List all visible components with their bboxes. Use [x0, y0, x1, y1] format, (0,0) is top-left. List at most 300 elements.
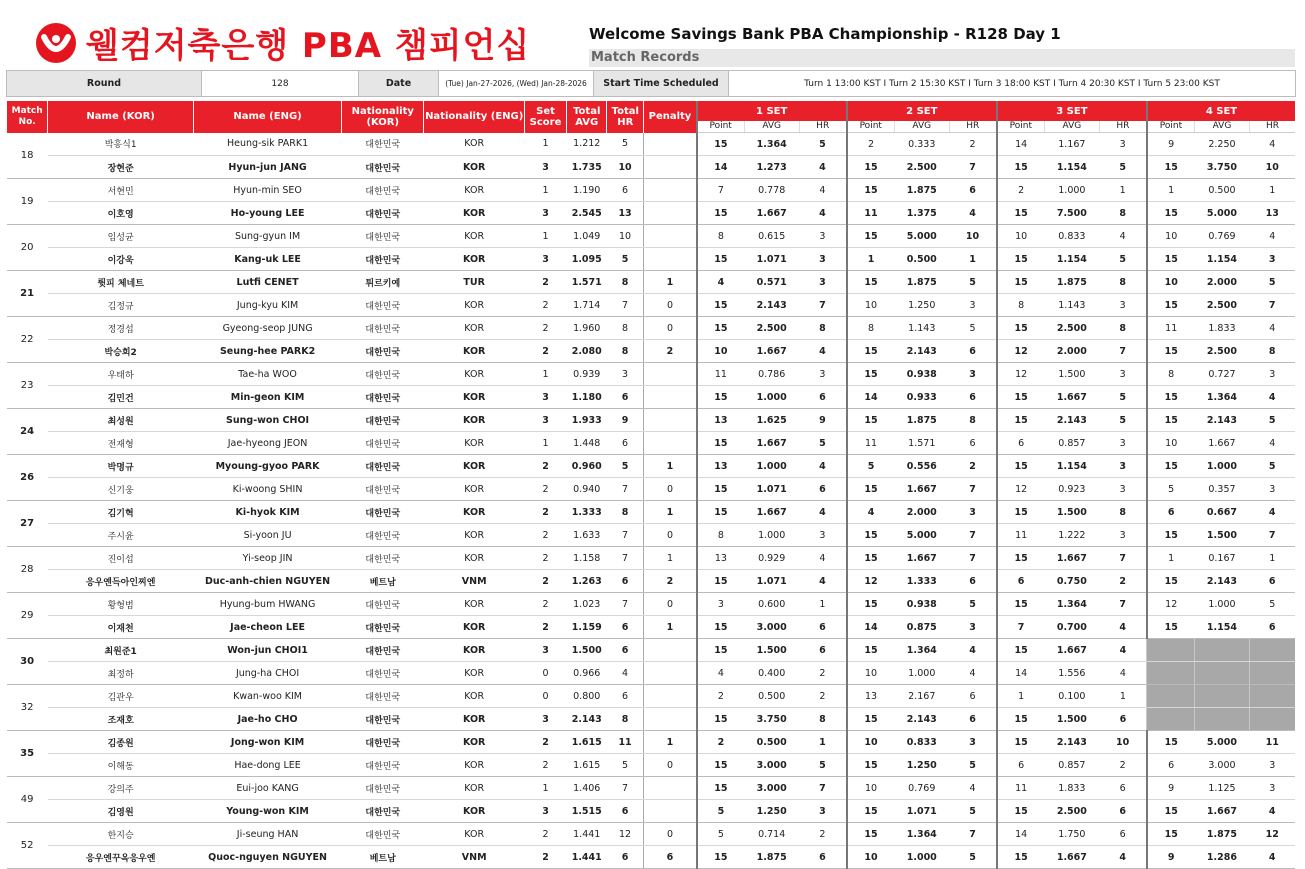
set2-avg: 1.143: [894, 317, 949, 340]
set3-hr: 2: [1099, 754, 1147, 777]
match-number: 19: [7, 179, 48, 225]
set2-hr: 6: [949, 386, 997, 409]
nationality-kor: 대한민국: [342, 432, 424, 455]
penalty: [644, 639, 697, 662]
set-score: 3: [524, 800, 566, 823]
player-row: [7, 432, 1296, 455]
total-avg: 1.212: [567, 133, 607, 156]
set3-avg: 2.500: [1044, 800, 1099, 823]
set4-not-played: [1194, 708, 1249, 731]
set4-not-played: [1249, 685, 1295, 708]
set3-avg: 1.667: [1044, 846, 1099, 869]
set3-hr: 8: [1099, 317, 1147, 340]
total-hr: 5: [607, 754, 644, 777]
player-name-eng: Sung-won CHOI: [194, 409, 342, 432]
set4-not-played: [1249, 708, 1295, 731]
set4-avg: 1.154: [1194, 248, 1249, 271]
nationality-kor: 대한민국: [342, 340, 424, 363]
player-name-eng: Ki-hyok KIM: [194, 501, 342, 524]
col-name-eng: Name (ENG): [194, 101, 342, 133]
subheader-avg-set4: AVG: [1194, 121, 1249, 133]
set3-avg: 1.500: [1044, 708, 1099, 731]
set4-point: 8: [1147, 363, 1195, 386]
total-avg: 1.500: [567, 639, 607, 662]
player-row: [7, 294, 1296, 317]
player-row: [7, 225, 1296, 248]
player-name-eng: Jong-won KIM: [194, 731, 342, 754]
set1-avg: 3.000: [744, 616, 799, 639]
set1-hr: 6: [799, 639, 847, 662]
set3-point: 6: [997, 570, 1045, 593]
player-name-kor: 최정하: [48, 662, 194, 685]
penalty: [644, 685, 697, 708]
set2-avg: 0.333: [894, 133, 949, 156]
set1-point: 2: [697, 685, 745, 708]
player-name-kor: 우태하: [48, 363, 194, 386]
set4-avg: 2.000: [1194, 271, 1249, 294]
nationality-eng: KOR: [424, 754, 524, 777]
nationality-eng: KOR: [424, 616, 524, 639]
set4-point: 12: [1147, 593, 1195, 616]
set1-avg: 0.600: [744, 593, 799, 616]
player-name-eng: Young-won KIM: [194, 800, 342, 823]
nationality-kor: 대한민국: [342, 409, 424, 432]
total-hr: 11: [607, 731, 644, 754]
set1-point: 14: [697, 156, 745, 179]
set2-hr: 6: [949, 340, 997, 363]
subheader-point-set4: Point: [1147, 121, 1195, 133]
player-name-eng: Sung-gyun IM: [194, 225, 342, 248]
nationality-kor: 대한민국: [342, 386, 424, 409]
set-score: 3: [524, 639, 566, 662]
nationality-eng: KOR: [424, 386, 524, 409]
set4-not-played: [1249, 662, 1295, 685]
set2-avg: 1.000: [894, 846, 949, 869]
set4-point: 15: [1147, 800, 1195, 823]
match-number: 23: [7, 363, 48, 409]
set4-hr: 4: [1249, 225, 1295, 248]
set2-avg: 5.000: [894, 524, 949, 547]
col-nationality-kor: Nationality (KOR): [342, 101, 424, 133]
set1-avg: 1.273: [744, 156, 799, 179]
set2-hr: 1: [949, 248, 997, 271]
set3-point: 12: [997, 478, 1045, 501]
set4-avg: 0.727: [1194, 363, 1249, 386]
nationality-eng: KOR: [424, 133, 524, 156]
subheader-avg-set3: AVG: [1044, 121, 1099, 133]
set1-point: 15: [697, 133, 745, 156]
player-row: [7, 202, 1296, 225]
set1-point: 13: [697, 547, 745, 570]
set2-point: 15: [847, 225, 895, 248]
player-name-kor: 응우옌득아인찌엔: [48, 570, 194, 593]
penalty: 0: [644, 524, 697, 547]
col-match-no: Match No.: [7, 101, 48, 133]
subheader-hr-set2: HR: [949, 121, 997, 133]
total-hr: 6: [607, 570, 644, 593]
player-name-eng: Duc-anh-chien NGUYEN: [194, 570, 342, 593]
set3-point: 15: [997, 455, 1045, 478]
match-number: 52: [7, 823, 48, 869]
page-header: [0, 0, 1305, 70]
subheader-hr-set3: HR: [1099, 121, 1147, 133]
penalty: 2: [644, 570, 697, 593]
set3-hr: 4: [1099, 225, 1147, 248]
set3-hr: 4: [1099, 846, 1147, 869]
set3-hr: 7: [1099, 547, 1147, 570]
match-number: 18: [7, 133, 48, 179]
nationality-kor: 대한민국: [342, 248, 424, 271]
player-row: [7, 685, 1296, 708]
player-row: [7, 386, 1296, 409]
nationality-kor: 대한민국: [342, 800, 424, 823]
set1-point: 13: [697, 455, 745, 478]
set4-hr: 13: [1249, 202, 1295, 225]
set1-avg: 0.714: [744, 823, 799, 846]
total-avg: 1.406: [567, 777, 607, 800]
penalty: 2: [644, 340, 697, 363]
set-score: 2: [524, 754, 566, 777]
set2-hr: 4: [949, 639, 997, 662]
total-hr: 6: [607, 685, 644, 708]
set2-hr: 7: [949, 156, 997, 179]
set1-hr: 3: [799, 248, 847, 271]
set4-point: 10: [1147, 271, 1195, 294]
set3-point: 7: [997, 616, 1045, 639]
player-name-eng: Jung-ha CHOI: [194, 662, 342, 685]
set2-point: 15: [847, 754, 895, 777]
set3-avg: 1.143: [1044, 294, 1099, 317]
set1-avg: 1.071: [744, 248, 799, 271]
set3-point: 15: [997, 156, 1045, 179]
player-row: [7, 662, 1296, 685]
col-set-score: Set Score: [524, 101, 566, 133]
nationality-eng: KOR: [424, 294, 524, 317]
col-nationality-eng: Nationality (ENG): [424, 101, 524, 133]
set2-avg: 5.000: [894, 225, 949, 248]
set-score: 2: [524, 501, 566, 524]
player-name-kor: 륏피 체네트: [48, 271, 194, 294]
set3-point: 15: [997, 248, 1045, 271]
player-row: [7, 478, 1296, 501]
set2-hr: 4: [949, 202, 997, 225]
set1-point: 5: [697, 800, 745, 823]
set1-avg: 1.364: [744, 133, 799, 156]
set2-avg: 1.875: [894, 409, 949, 432]
total-hr: 7: [607, 524, 644, 547]
start-time-value: Turn 1 13:00 KST I Turn 2 15:30 KST I Turn 3 18:00 KST I Turn 4 20:30 KST I Turn 5 23:00 KST: [729, 71, 1296, 97]
player-row: [7, 616, 1296, 639]
set4-point: 1: [1147, 179, 1195, 202]
player-name-kor: 신기웅: [48, 478, 194, 501]
set4-not-played: [1147, 639, 1195, 662]
set2-avg: 1.071: [894, 800, 949, 823]
penalty: 1: [644, 731, 697, 754]
set1-hr: 3: [799, 271, 847, 294]
player-name-kor: 이호영: [48, 202, 194, 225]
set1-point: 11: [697, 363, 745, 386]
set2-point: 5: [847, 455, 895, 478]
set1-point: 2: [697, 731, 745, 754]
set1-avg: 3.000: [744, 777, 799, 800]
total-avg: 1.615: [567, 754, 607, 777]
set1-point: 15: [697, 639, 745, 662]
player-row: [7, 501, 1296, 524]
penalty: [644, 225, 697, 248]
set3-hr: 4: [1099, 639, 1147, 662]
total-avg: 1.615: [567, 731, 607, 754]
set1-hr: 2: [799, 685, 847, 708]
total-avg: 1.441: [567, 823, 607, 846]
set1-avg: 0.500: [744, 685, 799, 708]
total-avg: 0.960: [567, 455, 607, 478]
set2-avg: 1.364: [894, 639, 949, 662]
set2-avg: 1.000: [894, 662, 949, 685]
nationality-kor: 대한민국: [342, 639, 424, 662]
set4-point: 11: [1147, 317, 1195, 340]
set3-hr: 5: [1099, 386, 1147, 409]
player-name-kor: 임성균: [48, 225, 194, 248]
nationality-eng: KOR: [424, 455, 524, 478]
set2-hr: 3: [949, 501, 997, 524]
set1-hr: 6: [799, 846, 847, 869]
set2-hr: 5: [949, 800, 997, 823]
total-avg: 1.714: [567, 294, 607, 317]
set3-avg: 1.667: [1044, 547, 1099, 570]
set3-avg: 1.167: [1044, 133, 1099, 156]
set4-avg: 5.000: [1194, 202, 1249, 225]
total-hr: 8: [607, 317, 644, 340]
set1-point: 15: [697, 294, 745, 317]
set4-point: 15: [1147, 524, 1195, 547]
player-name-kor: 김영원: [48, 800, 194, 823]
set2-avg: 1.375: [894, 202, 949, 225]
set1-point: 15: [697, 616, 745, 639]
nationality-kor: 대한민국: [342, 202, 424, 225]
set2-hr: 3: [949, 616, 997, 639]
set2-point: 10: [847, 731, 895, 754]
set4-avg: 1.154: [1194, 616, 1249, 639]
set4-avg: 1.875: [1194, 823, 1249, 846]
nationality-eng: KOR: [424, 409, 524, 432]
set4-hr: 3: [1249, 363, 1295, 386]
nationality-kor: 대한민국: [342, 455, 424, 478]
set3-hr: 3: [1099, 294, 1147, 317]
set3-avg: 0.857: [1044, 432, 1099, 455]
player-row: [7, 846, 1296, 869]
set3-avg: 1.000: [1044, 179, 1099, 202]
set3-point: 15: [997, 317, 1045, 340]
set4-point: 1: [1147, 547, 1195, 570]
penalty: [644, 202, 697, 225]
set2-hr: 5: [949, 271, 997, 294]
nationality-eng: TUR: [424, 271, 524, 294]
set-score: 2: [524, 294, 566, 317]
total-avg: 1.333: [567, 501, 607, 524]
set1-point: 15: [697, 248, 745, 271]
penalty: 0: [644, 294, 697, 317]
set3-avg: 1.833: [1044, 777, 1099, 800]
total-hr: 6: [607, 846, 644, 869]
set2-avg: 2.143: [894, 708, 949, 731]
set3-hr: 6: [1099, 800, 1147, 823]
set3-point: 2: [997, 179, 1045, 202]
set4-avg: 0.769: [1194, 225, 1249, 248]
set-score: 3: [524, 708, 566, 731]
set4-not-played: [1194, 639, 1249, 662]
total-hr: 8: [607, 340, 644, 363]
set3-avg: 2.143: [1044, 731, 1099, 754]
set1-avg: 1.250: [744, 800, 799, 823]
set3-hr: 3: [1099, 133, 1147, 156]
set1-hr: 3: [799, 225, 847, 248]
total-hr: 6: [607, 386, 644, 409]
total-hr: 3: [607, 363, 644, 386]
set4-avg: 1.667: [1194, 432, 1249, 455]
set4-hr: 6: [1249, 616, 1295, 639]
total-avg: 1.571: [567, 271, 607, 294]
set1-avg: 1.000: [744, 455, 799, 478]
match-number: 30: [7, 639, 48, 685]
set4-not-played: [1194, 685, 1249, 708]
penalty: 0: [644, 823, 697, 846]
set4-hr: 10: [1249, 156, 1295, 179]
col-set-1: 1 SET: [697, 101, 847, 121]
set1-hr: 4: [799, 455, 847, 478]
set2-point: 13: [847, 685, 895, 708]
penalty: [644, 662, 697, 685]
set1-avg: 0.929: [744, 547, 799, 570]
set4-not-played: [1249, 639, 1295, 662]
set3-point: 14: [997, 662, 1045, 685]
set2-hr: 6: [949, 432, 997, 455]
set4-avg: 0.167: [1194, 547, 1249, 570]
set4-point: 15: [1147, 156, 1195, 179]
set4-point: 9: [1147, 777, 1195, 800]
player-name-eng: Hae-dong LEE: [194, 754, 342, 777]
player-name-eng: Lutfi CENET: [194, 271, 342, 294]
set2-point: 15: [847, 340, 895, 363]
nationality-eng: KOR: [424, 501, 524, 524]
total-avg: 2.545: [567, 202, 607, 225]
set4-hr: 5: [1249, 593, 1295, 616]
nationality-eng: KOR: [424, 662, 524, 685]
penalty: [644, 409, 697, 432]
set2-avg: 2.143: [894, 340, 949, 363]
player-row: [7, 639, 1296, 662]
set4-point: 15: [1147, 570, 1195, 593]
set3-avg: 1.500: [1044, 363, 1099, 386]
set4-avg: 2.500: [1194, 340, 1249, 363]
set1-hr: 6: [799, 616, 847, 639]
set3-point: 15: [997, 271, 1045, 294]
set3-hr: 8: [1099, 271, 1147, 294]
set4-hr: 3: [1249, 248, 1295, 271]
set1-avg: 0.500: [744, 731, 799, 754]
total-hr: 6: [607, 432, 644, 455]
player-name-kor: 김관우: [48, 685, 194, 708]
set1-avg: 2.143: [744, 294, 799, 317]
player-name-kor: 진이섭: [48, 547, 194, 570]
match-number: 32: [7, 685, 48, 731]
set4-avg: 1.833: [1194, 317, 1249, 340]
subheader-avg-set2: AVG: [894, 121, 949, 133]
set4-point: 15: [1147, 823, 1195, 846]
set1-hr: 8: [799, 317, 847, 340]
set4-avg: 1.667: [1194, 800, 1249, 823]
player-name-kor: 황형범: [48, 593, 194, 616]
set2-point: 15: [847, 708, 895, 731]
set2-point: 2: [847, 133, 895, 156]
set3-hr: 3: [1099, 432, 1147, 455]
page-subtitle: Match Records: [589, 49, 1295, 67]
set-score: 2: [524, 616, 566, 639]
set1-hr: 4: [799, 156, 847, 179]
nationality-eng: KOR: [424, 685, 524, 708]
set3-point: 15: [997, 593, 1045, 616]
match-number: 29: [7, 593, 48, 639]
set-score: 2: [524, 570, 566, 593]
set4-hr: 4: [1249, 386, 1295, 409]
nationality-kor: 대한민국: [342, 133, 424, 156]
set2-avg: 0.833: [894, 731, 949, 754]
nationality-kor: 대한민국: [342, 501, 424, 524]
total-hr: 6: [607, 639, 644, 662]
set2-hr: 5: [949, 593, 997, 616]
nationality-eng: KOR: [424, 156, 524, 179]
set2-avg: 0.556: [894, 455, 949, 478]
nationality-eng: KOR: [424, 340, 524, 363]
penalty: [644, 156, 697, 179]
set1-avg: 1.500: [744, 639, 799, 662]
set4-avg: 2.500: [1194, 294, 1249, 317]
nationality-eng: KOR: [424, 363, 524, 386]
nationality-eng: KOR: [424, 593, 524, 616]
set4-hr: 4: [1249, 317, 1295, 340]
player-name-eng: Won-jun CHOI1: [194, 639, 342, 662]
set-score: 2: [524, 524, 566, 547]
set-score: 1: [524, 363, 566, 386]
penalty: 1: [644, 501, 697, 524]
set1-avg: 0.778: [744, 179, 799, 202]
set3-point: 15: [997, 846, 1045, 869]
nationality-eng: VNM: [424, 846, 524, 869]
set2-hr: 6: [949, 179, 997, 202]
set2-point: 14: [847, 616, 895, 639]
subheader-hr-set1: HR: [799, 121, 847, 133]
set4-not-played: [1147, 708, 1195, 731]
set-score: 2: [524, 455, 566, 478]
total-avg: 1.159: [567, 616, 607, 639]
set3-avg: 1.154: [1044, 248, 1099, 271]
player-row: [7, 800, 1296, 823]
player-row: [7, 455, 1296, 478]
total-avg: 1.095: [567, 248, 607, 271]
set-score: 0: [524, 685, 566, 708]
set1-hr: 4: [799, 547, 847, 570]
col-set-2: 2 SET: [847, 101, 997, 121]
set4-point: 15: [1147, 455, 1195, 478]
set4-avg: 1.500: [1194, 524, 1249, 547]
total-avg: 1.049: [567, 225, 607, 248]
player-name-eng: Hyun-jun JANG: [194, 156, 342, 179]
match-number: 26: [7, 455, 48, 501]
set4-avg: 2.250: [1194, 133, 1249, 156]
set4-hr: 1: [1249, 547, 1295, 570]
set3-hr: 6: [1099, 823, 1147, 846]
set2-point: 10: [847, 846, 895, 869]
set2-point: 1: [847, 248, 895, 271]
